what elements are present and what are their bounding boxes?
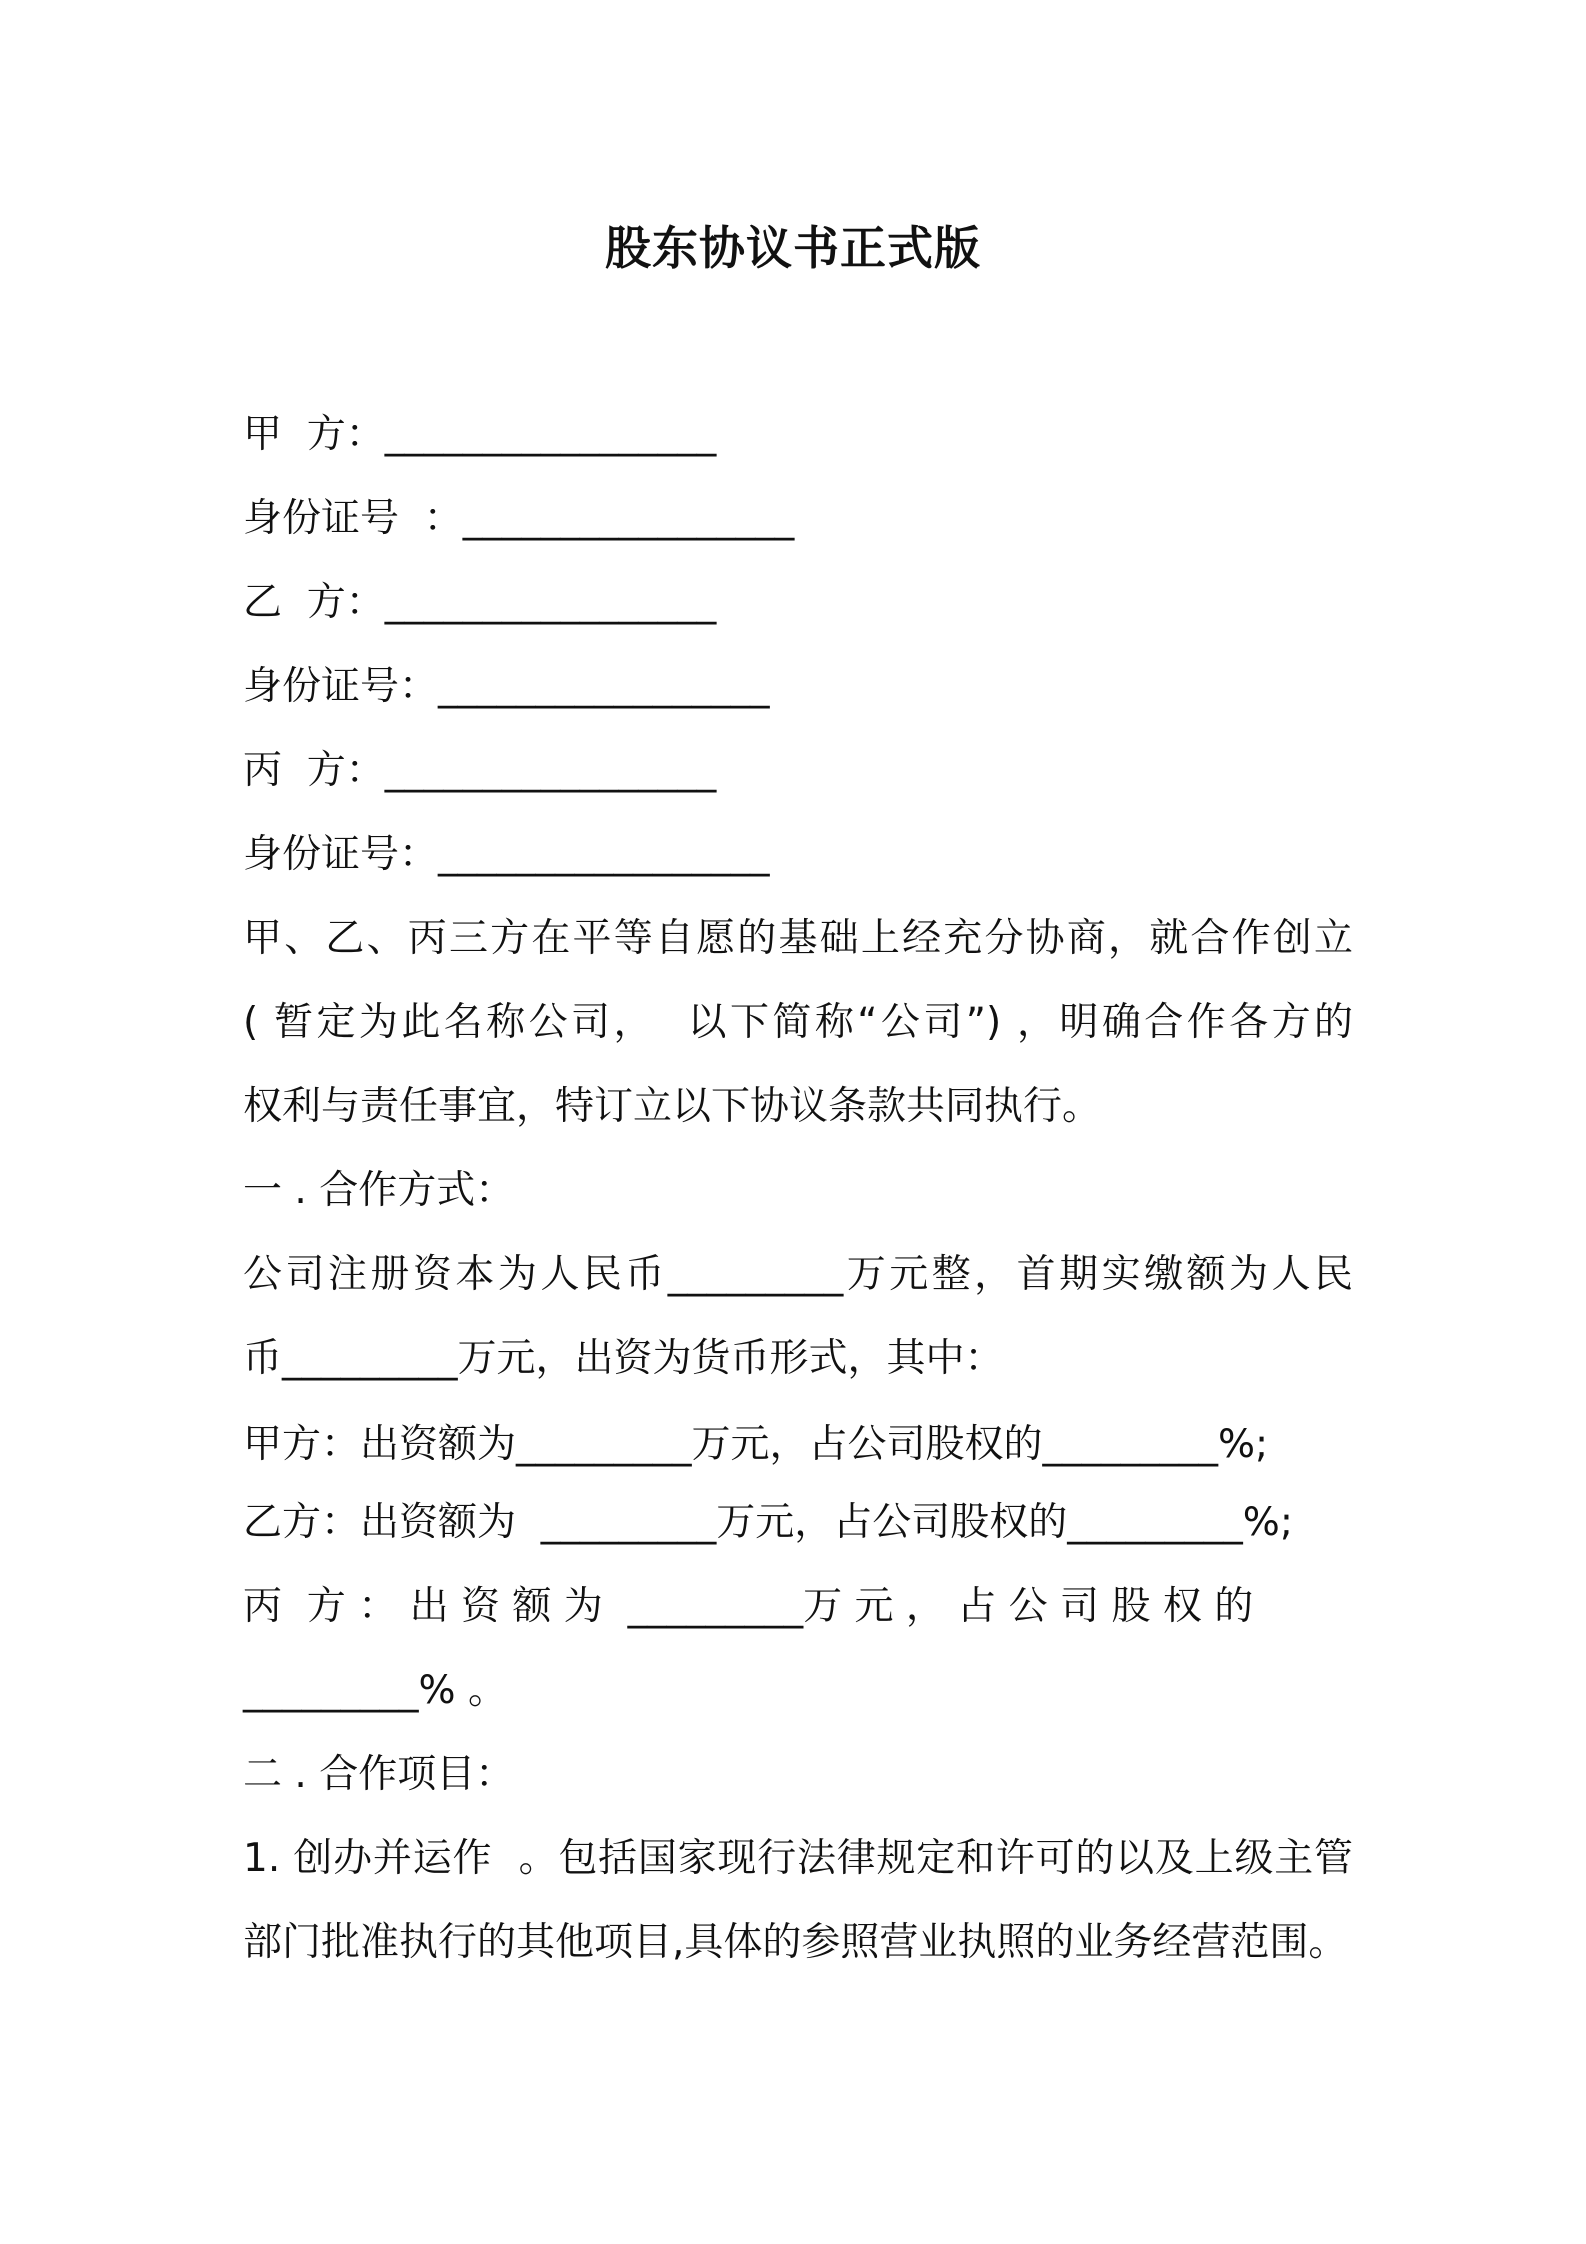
capital-line-2: 币_________万元，出资为货币形式，其中： xyxy=(243,1336,1004,1381)
section-2-heading: 二 . 合作项目： xyxy=(243,1752,515,1797)
party-b-contribution: 乙方：出资额为 _________万元，占公司股权的_________%; xyxy=(243,1500,1293,1545)
party-b-line: 乙 方：_________________ xyxy=(243,580,717,625)
section-1-heading: 一 . 合作方式： xyxy=(243,1168,515,1213)
document-title: 股东协议书正式版 xyxy=(605,221,981,275)
party-c-id-line: 身份证号：_________________ xyxy=(243,832,770,877)
intro-line-3: 权利与责任事宜，特订立以下协议条款共同执行。 xyxy=(243,1084,1102,1129)
party-a-contribution: 甲方：出资额为_________万元，占公司股权的_________%; xyxy=(243,1422,1269,1467)
party-a-id-line: 身份证号 ：_________________ xyxy=(243,496,795,541)
party-c-line: 丙 方：_________________ xyxy=(243,748,717,793)
party-a-line: 甲 方：_________________ xyxy=(243,412,717,457)
intro-line-1: 甲、乙、丙三方在平等自愿的基础上经充分协商，就合作创立 xyxy=(243,916,1353,961)
project-line-1: 1. 创办并运作 。包括国家现行法律规定和许可的以及上级主管 xyxy=(243,1836,1353,1881)
party-c-contribution-cont: _________% 。 xyxy=(243,1668,507,1713)
party-b-id-line: 身份证号：_________________ xyxy=(243,664,770,709)
party-c-contribution: 丙 方 ： 出 资 额 为 _________万 元 ， 占 公 司 股 权 的 xyxy=(243,1584,1254,1629)
intro-line-2: ( 暂定为此名称公司， 以下简称“公司”) ，明确合作各方的 xyxy=(243,1000,1353,1045)
project-line-2: 部门批准执行的其他项目,具体的参照营业执照的业务经营范围。 xyxy=(243,1920,1348,1965)
capital-line-1: 公司注册资本为人民币_________万元整，首期实缴额为人民 xyxy=(243,1252,1353,1297)
